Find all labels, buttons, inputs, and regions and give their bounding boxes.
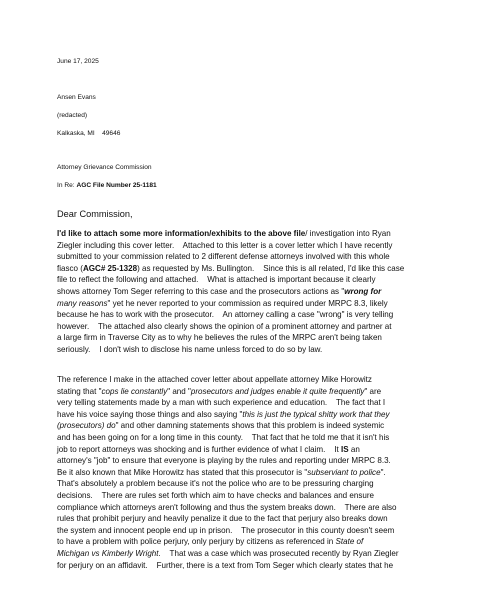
text-run: to have a problem with police perjury, only perjury by citizens as referenced in: [57, 537, 336, 547]
sender-city-state-zip: Kalkaska, MI 49646: [57, 130, 121, 137]
paragraph-line: [57, 344, 437, 356]
paragraph-line: [57, 525, 437, 537]
paragraph-line: [57, 455, 437, 467]
text-run: (prosecutors) do: [57, 421, 116, 431]
text-run: stating that ": [57, 386, 102, 396]
re-file-number: AGC File Number 25-1181: [76, 182, 157, 189]
sender-address: (redacted): [57, 112, 88, 119]
text-run: I'd like to attach some more information/exhibits to the above file: [57, 229, 306, 238]
text-run: State of: [335, 537, 364, 547]
text-run: compliance which attorneys aren't following and thus the system breaks down. There are also: [57, 502, 397, 512]
text-run: / investigation into Ryan: [305, 229, 391, 238]
paragraph-line: [57, 298, 437, 310]
text-run: shows attorney Tom Seger referring to this case and the prosecutors actions as ": [57, 286, 345, 296]
paragraph-line: [57, 251, 437, 263]
re-prefix: In Re:: [57, 182, 77, 189]
text-run: That's absolutely a problem because it's not the police who are to be pressuring charging: [57, 479, 374, 489]
paragraph-line: [57, 274, 437, 286]
paragraph-line: [57, 560, 437, 572]
text-run: an: [348, 444, 360, 454]
salutation: Dear Commission,: [57, 209, 133, 219]
paragraph-line: [57, 502, 437, 514]
paragraph-line: [57, 536, 437, 548]
body-paragraph-1: [57, 228, 437, 356]
text-run: a large firm in Traverse City as to why he believes the rules of the MRPC aren't being taken: [57, 333, 382, 343]
text-run: " and other damning statements shows that this problem is indeed systemic: [115, 421, 385, 431]
paragraph-line: [57, 409, 437, 421]
text-run: IS: [341, 444, 349, 454]
text-run: seriously. I don't wish to disclose his name unless forced to do so by law.: [57, 344, 323, 354]
text-run: ) as requested by Ms. Bullington. Since this is all related, I'd like this case: [137, 263, 405, 273]
paragraph-line: [57, 240, 437, 252]
text-run: wrong for: [344, 286, 382, 296]
text-run: attorney's "job" to ensure that everyone is playing by the rules and reporting under MRPC 8.3.: [57, 456, 391, 466]
text-run: Ziegler including this cover letter. Attached to this letter is a cover letter which I have recently: [57, 240, 393, 250]
text-run: The reference I make in the attached cover letter about appellate attorney Mike Horowitz: [57, 375, 372, 384]
paragraph-line: [57, 397, 437, 409]
text-run: for perjury on an affidavit. Further, there is a text from Tom Seger which clearly states that he: [57, 560, 394, 570]
paragraph-line: [57, 263, 437, 275]
text-run: cops lie constantly: [101, 386, 168, 396]
letter-date: June 17, 2025: [57, 58, 99, 65]
sender-name: Ansen Evans: [57, 94, 96, 101]
paragraph-line: [57, 513, 437, 525]
recipient: Attorney Grievance Commission: [57, 164, 152, 171]
text-run: have his voice saying those things and also saying ": [57, 409, 243, 419]
text-run: . That was a case which was prosecuted recently by Ryan Ziegler: [158, 548, 399, 558]
paragraph-line: [57, 467, 437, 479]
paragraph-line: [57, 548, 437, 560]
paragraph-line: [57, 432, 437, 444]
text-run: ".: [380, 467, 386, 477]
text-run: Michigan vs Kimberly Wright: [57, 548, 159, 558]
text-run: prosecutors and judges enable it quite frequently: [190, 386, 365, 396]
paragraph-line: [57, 386, 437, 398]
text-run: however. The attached also clearly shows the opinion of a prominent attorney and partner at: [57, 321, 392, 331]
text-run: very telling statements made by a man with such experience and education. The fact that I: [57, 398, 386, 408]
text-run: many reasons: [57, 298, 108, 308]
text-run: and has been going on for a long time in this county. That fact that he told me that it isn't his: [57, 432, 390, 442]
paragraph-line: [57, 309, 437, 321]
text-run: rules that prohibit perjury and heavily penalize it due to the fact that perjury also breaks down: [57, 514, 388, 524]
text-run: fiasco (: [57, 263, 83, 273]
paragraph-line: [57, 420, 437, 432]
paragraph-line: [57, 478, 437, 490]
text-run: AGC# 25-1328: [82, 263, 138, 273]
text-run: Be it also known that Mike Horowitz has stated that this prosecutor is ": [57, 467, 308, 477]
paragraph-line: [57, 374, 437, 386]
text-run: " and ": [167, 386, 191, 396]
text-run: file to reflect the following and attached. What is attached is important because it clearly: [57, 275, 376, 285]
paragraph-line: [57, 228, 437, 240]
paragraph-line: [57, 444, 437, 456]
text-run: " yet he never reported to your commission as required under MRPC 8.3, likely: [107, 298, 388, 308]
text-run: because he has to work with the prosecutor. An attorney calling a case "wrong" is very telling: [57, 310, 394, 320]
text-run: job to report attorneys was shocking and is further evidence of what I claim. It: [57, 444, 342, 454]
text-run: decisions. There are rules set forth which aim to have checks and balances and ensure: [57, 490, 374, 500]
text-run: the system and innocent people end up in prison. The prosecutor in this county doesn't seem: [57, 525, 395, 535]
body-paragraph-2: [57, 374, 437, 571]
text-run: subserviant to police: [307, 467, 381, 477]
paragraph-line: [57, 490, 437, 502]
paragraph-line: [57, 286, 437, 298]
re-line: [57, 181, 157, 190]
paragraph-line: [57, 332, 437, 344]
text-run: submitted to your commission related to 2 different defense attorneys involved with this whole: [57, 252, 390, 262]
text-run: " are: [364, 386, 382, 396]
paragraph-line: [57, 321, 437, 333]
text-run: this is just the typical shitty work that they: [242, 409, 390, 419]
